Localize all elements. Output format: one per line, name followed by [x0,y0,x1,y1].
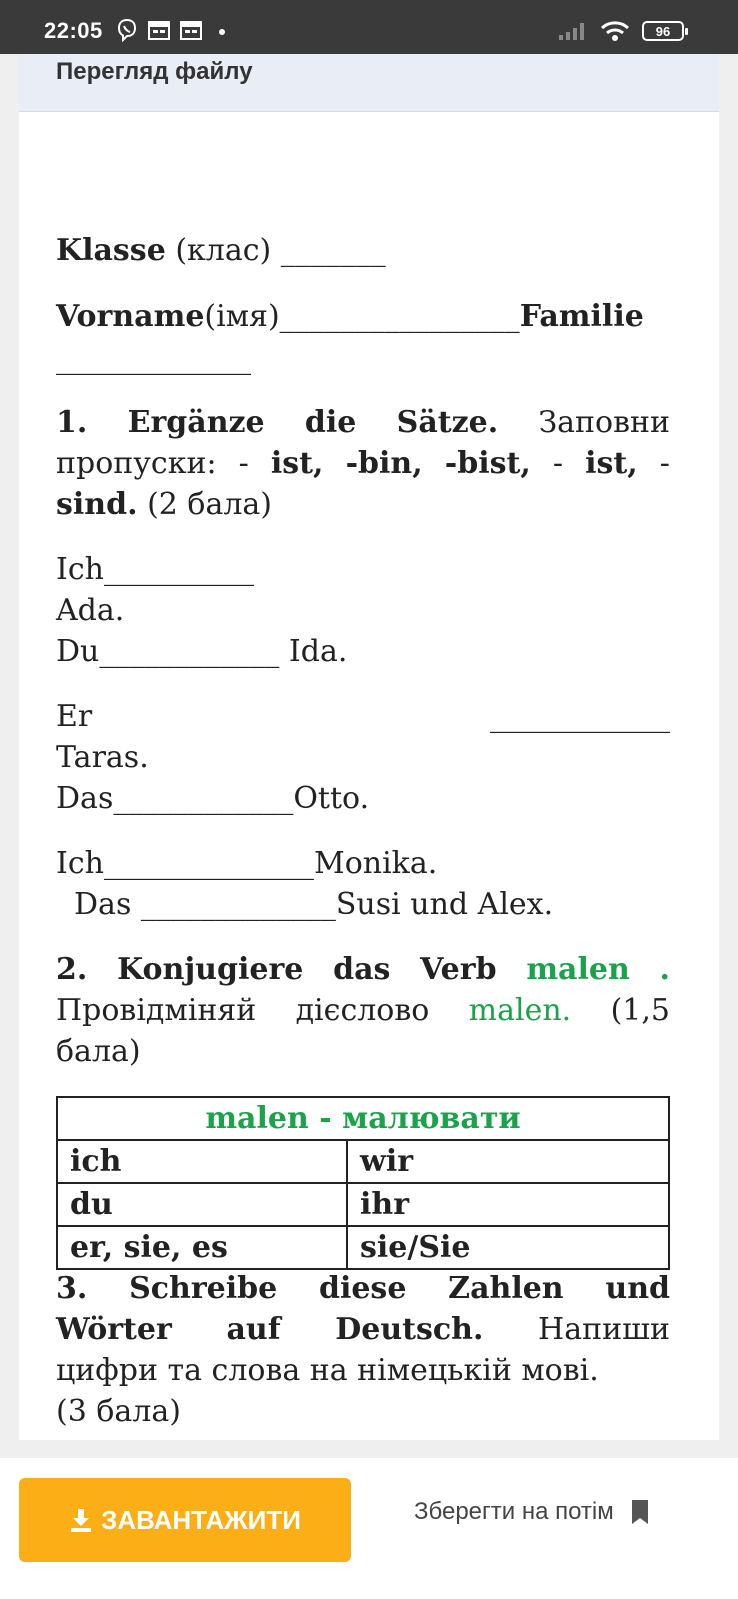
table-cell: wir [347,1140,669,1183]
wifi-icon [600,20,630,42]
battery-icon [642,21,684,41]
task1-option: ist, [270,446,324,481]
table-cell: er, sie, es [57,1226,347,1269]
viber-icon [116,18,138,42]
sentence-3 [56,696,670,737]
sentence-6: Das _____________Susi und Alex. [74,887,554,922]
klasse-line [56,230,386,271]
table-cell: ihr [347,1183,669,1226]
task3-word: auf [226,1312,281,1347]
download-label: ЗАВАНТАЖИТИ [101,1504,301,1535]
task3-line3: цифри та слова на німецькій мові. [56,1353,599,1388]
dot-icon [212,20,232,40]
vorname-line [56,296,644,337]
task2-ua: Провідміняй [56,993,257,1028]
task3-heading [56,1268,670,1309]
task2-line2 [56,990,670,1031]
task3-line2 [56,1309,670,1350]
task1-option: -bist, [444,446,531,481]
task1-text: - [552,446,564,481]
table-cell: du [57,1183,347,1226]
task2-verb: malen [526,952,630,987]
task3-word: Wörter [56,1312,172,1347]
name-line: _____________ [56,341,251,376]
sentence-1: Ich__________ [56,552,254,587]
task3-ua: Напиши [538,1312,670,1347]
bottom-action-bar [0,1458,738,1599]
task1-number: 1. [56,405,88,440]
task1-line3 [56,484,272,525]
table-row [57,1226,669,1269]
conjugation-table [56,1096,670,1270]
table-cell: ich [57,1140,347,1183]
klasse-label: Klasse [56,233,166,268]
task1-text: - [238,446,249,481]
task1-option: -bin, [345,446,423,481]
table-header: malen - малювати [57,1097,669,1140]
task2-word: 2. [56,952,88,987]
viewer-title: Перегляд файлу [19,54,719,112]
task2-line3: бала) [56,1034,141,1069]
task2-points: (1,5 [610,993,670,1028]
task3-points: (3 бала) [56,1394,181,1429]
table-row [57,1140,669,1183]
sentence-1-cont: Ada. [56,593,125,628]
task1-word: Ergänze [127,405,265,440]
task1-word: die [304,405,357,440]
table-header-row [57,1097,669,1140]
task3-word: 3. [56,1271,88,1306]
task3-word: Deutsch. [335,1312,484,1347]
task3-word: diese [318,1271,407,1306]
vorname-label: Vorname [56,299,205,334]
battery-level: 96 [655,23,671,39]
bookmark-icon [630,1499,650,1525]
klasse-text: (клас) _______ [165,233,386,268]
task2-word: das [333,952,391,987]
download-icon [69,1507,93,1533]
sentence-3-cont: Taras. [56,740,149,775]
task2-word: Konjugiere [117,952,304,987]
task1-heading [56,402,670,443]
signal-icon [558,21,588,41]
task1-line2 [56,443,670,484]
sentence-3-start: Er [56,699,93,734]
sentence-4: Das____________Otto. [56,781,370,816]
sentence-3-blank: ____________ [490,699,670,734]
task2-ua-verb: malen. [468,993,572,1028]
notification-icons [116,18,232,42]
task1-word: Sätze. [396,405,499,440]
task3-word: Zahlen [448,1271,564,1306]
task1-text: пропуски: [56,446,217,481]
task3-word: und [605,1271,670,1306]
sentence-5: Ich______________Monika. [56,846,438,881]
task2-word: Verb [420,952,497,987]
familie-label: Familie [519,299,644,334]
save-later-label: Зберегти на потім [414,1498,614,1525]
system-icons [558,20,684,42]
vorname-text: (імя)________________ [204,299,520,334]
status-time: 22:05 [44,18,103,43]
calendar-icon [180,20,202,40]
calendar-icon [148,20,170,40]
table-cell: sie/Sie [347,1226,669,1269]
task1-points: (2 бала) [137,487,272,522]
task1-option: sind. [56,487,138,522]
task2-ua: дієслово [295,993,430,1028]
task2-heading [56,949,670,990]
download-button[interactable] [19,1478,351,1562]
task3-word: Schreibe [129,1271,278,1306]
save-for-later-button[interactable] [414,1498,650,1526]
task1-option: ist, [585,446,638,481]
sentence-2: Du____________ Ida. [56,634,348,669]
status-bar [0,0,738,54]
file-viewer [19,54,719,1440]
task1-ua: Заповни [538,405,670,440]
task1-text: - [659,446,670,481]
table-row [57,1183,669,1226]
task2-dot: . [659,952,670,987]
